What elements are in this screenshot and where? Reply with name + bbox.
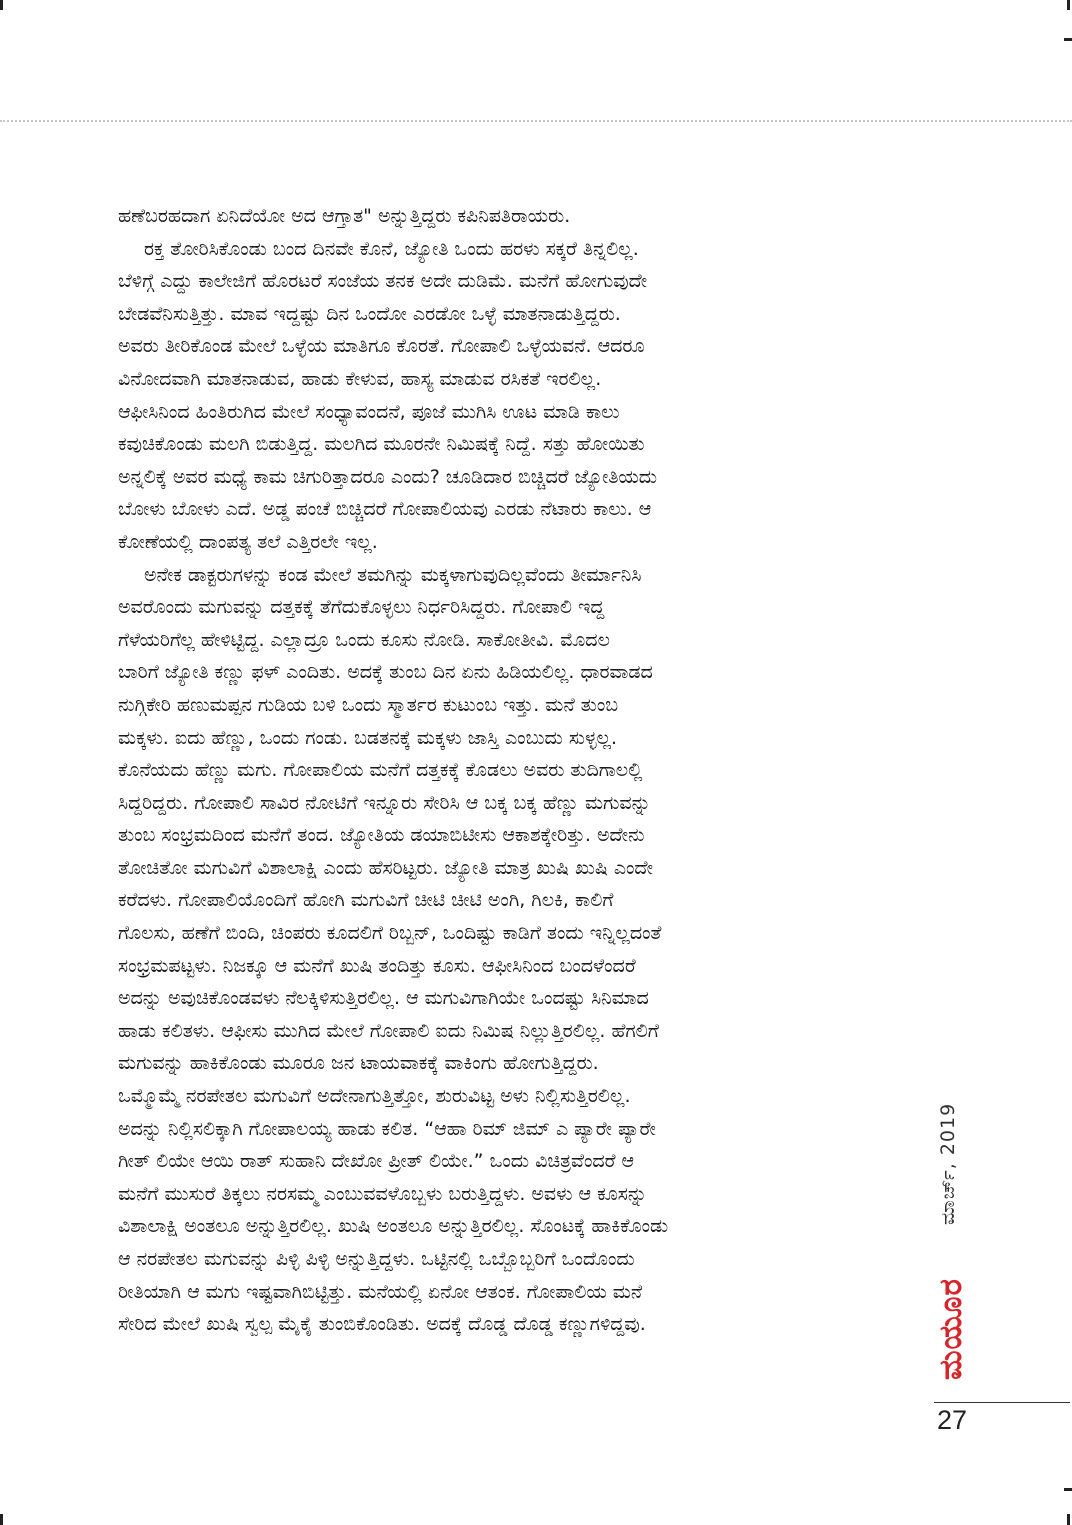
text-line: ಬೆಳಿಗ್ಗೆ ಎದ್ದು ಕಾಲೇಜಿಗೆ ಹೊರಟರೆ ಸಂಜೆಯ ತನಕ ಅದೇ ದುಡಿಮೆ. ಮನೆಗೆ ಹೋಗುವುದೇ: [118, 270, 648, 293]
text-line: ಗೆಳೆಯರಿಗೆಲ್ಲ ಹೇಳಿಟ್ಟಿದ್ದ. ಎಲ್ಲಾದ್ರೂ ಒಂದು ಕೂಸು ನೋಡಿ. ಸಾಕೋತೀವಿ. ಮೊದಲ: [118, 628, 610, 651]
text-line: ಸೇರಿದ ಮೇಲೆ ಖುಷಿ ಸ್ವಲ್ಪ ಮೈಕೈ ತುಂಬಿಕೊಂಡಿತು. ಅದಕ್ಕೆ ದೊಡ್ಡ ದೊಡ್ಡ ಕಣ್ಣುಗಳಿದ್ದವು.: [118, 1313, 646, 1336]
crop-mark-bottom-left: [0, 1514, 3, 1525]
text-line: ಬಾರಿಗೆ ಜ್ಯೋತಿ ಕಣ್ಣು ಫಳ್ ಎಂದಿತು. ಅದಕ್ಕೆ ತುಂಬ ದಿನ ಏನು ಹಿಡಿಯಲಿಲ್ಲ. ಧಾರವಾಡದ: [118, 661, 653, 684]
text-line: ಆಫೀಸಿನಿಂದ ಹಿಂತಿರುಗಿದ ಮೇಲೆ ಸಂಧ್ಯಾವಂದನೆ, ಪೂಜೆ ಮುಗಿಸಿ ಊಟ ಮಾಡಿ ಕಾಲು: [118, 400, 620, 423]
crop-mark-top-right-h: [1064, 38, 1072, 41]
text-line: ಕೋಣೆಯಲ್ಲಿ ದಾಂಪತ್ಯ ತಲೆ ಎತ್ತಿರಲೇ ಇಲ್ಲ.: [118, 530, 378, 553]
magazine-masthead-logo: ಮಯೂರ: [933, 1278, 969, 1380]
text-line: ಅದನ್ನು ಅವುಚಿಕೊಂಡವಳು ನೆಲಕ್ಕಿಳಿಸುತ್ತಿರಲಿಲ್ಲ. ಆ ಮಗುವಿಗಾಗಿಯೇ ಒಂದಷ್ಟು ಸಿನಿಮಾದ: [118, 987, 649, 1010]
text-line: ಅದನ್ನು ನಿಲ್ಲಿಸಲಿಕ್ಕಾಗಿ ಗೋಪಾಲಯ್ಯ ಹಾಡು ಕಲಿತ. “ಆಹಾ ರಿಮ್ ಜಿಮ್ ಎ ಪ್ಯಾರೇ ಪ್ಯಾರೇ: [118, 1117, 656, 1140]
issue-date: ಮಾರ್ಚ್, 2019: [937, 1102, 959, 1225]
text-line: ನುಗ್ಗಿಕೇರಿ ಹಣುಮಪ್ಪನ ಗುಡಿಯ ಬಳಿ ಒಂದು ಸ್ಮಾರ್ತರ ಕುಟುಂಬ ಇತ್ತು. ಮನೆ ತುಂಬ: [118, 693, 619, 716]
text-line: ತೋಚಿತೋ ಮಗುವಿಗೆ ವಿಶಾಲಾಕ್ಷಿ ಎಂದು ಹೆಸರಿಟ್ಟರು. ಜ್ಯೋತಿ ಮಾತ್ರ ಖುಷಿ ಖುಷಿ ಎಂದೇ: [118, 856, 653, 879]
text-line: ಅವರು ತೀರಿಕೊಂಡ ಮೇಲೆ ಒಳ್ಳೆಯ ಮಾತಿಗೂ ಕೊರತೆ. ಗೋಪಾಲಿ ಒಳ್ಳೆಯವನೆ. ಆದರೂ: [118, 335, 645, 358]
text-line: ವಿಶಾಲಾಕ್ಷಿ ಅಂತಲೂ ಅನ್ನುತ್ತಿರಲಿಲ್ಲ. ಖುಷಿ ಅಂತಲೂ ಅನ್ನುತ್ತಿರಲಿಲ್ಲ. ಸೊಂಟಕ್ಕೆ ಹಾಕಿಕೊಂಡು: [118, 1215, 669, 1238]
text-line: ತುಂಬ ಸಂಭ್ರಮದಿಂದ ಮನೆಗೆ ತಂದ. ಜ್ಯೋತಿಯ ಡಯಾಬಿಟೀಸು ಆಕಾಶಕ್ಕೇರಿತ್ತು. ಅದೇನು: [118, 824, 645, 847]
text-line: ಗೀತ್ ಲಿಯೇ ಆಯಿ ರಾತ್ ಸುಹಾನಿ ದೇಖೋ ಪ್ರೀತ್ ಲಿಯೇ.” ಒಂದು ವಿಚಿತ್ರವೆಂದರೆ ಆ: [118, 1150, 635, 1173]
text-line: ಒಮ್ಮೊಮ್ಮೆ ನರಪೇತಲ ಮಗುವಿಗೆ ಅದೇನಾಗುತ್ತಿತ್ತೋ, ಶುರುವಿಟ್ಟ ಅಳು ನಿಲ್ಲಿಸುತ್ತಿರಲಿಲ್ಲ.: [118, 1085, 631, 1108]
text-line: ರೀತಿಯಾಗಿ ಆ ಮಗು ಇಷ್ಟವಾಗಿಬಿಟ್ಟಿತ್ತು. ಮನೆಯಲ್ಲಿ ಏನೋ ಆತಂಕ. ಗೋಪಾಲಿಯ ಮನೆ: [118, 1280, 643, 1303]
text-line: ಸಂಭ್ರಮಪಟ್ಟಳು. ನಿಜಕ್ಕೂ ಆ ಮನೆಗೆ ಖುಷಿ ತಂದಿತ್ತು ಕೂಸು. ಆಫೀಸಿನಿಂದ ಬಂದಳೆಂದರೆ: [118, 954, 636, 977]
text-line: ಸಿದ್ದರಿದ್ದರು. ಗೋಪಾಲಿ ಸಾವಿರ ನೋಟಿಗೆ ಇನ್ನೂರು ಸೇರಿಸಿ ಆ ಬಕ್ಕ ಬಕ್ಕ ಹೆಣ್ಣು ಮಗುವನ್ನು: [118, 791, 651, 814]
text-line: ಅನ್ನಲಿಕ್ಕೆ ಅವರ ಮಧ್ಯೆ ಕಾಮ ಚಿಗುರಿತ್ತಾದರೂ ಎಂದು? ಚೂಡಿದಾರ ಬಿಚ್ಚಿದರೆ ಜ್ಯೋತಿಯದು: [118, 465, 658, 488]
text-line: ಮಗುವನ್ನು ಹಾಕಿಕೊಂಡು ಮೂರೂ ಜನ ಟಾಯವಾಕಕ್ಕೆ ವಾಕಿಂಗು ಹೋಗುತ್ತಿದ್ದರು.: [118, 1052, 599, 1075]
header-dotted-rule: [0, 120, 1072, 122]
text-line: ವಿನೋದವಾಗಿ ಮಾತನಾಡುವ, ಹಾಡು ಕೇಳುವ, ಹಾಸ್ಯ ಮಾಡುವ ರಸಿಕತೆ ಇರಲಿಲ್ಲ.: [118, 367, 602, 390]
folio-rule: [934, 1402, 1070, 1403]
text-line: ಆ ನರಪೇತಲ ಮಗುವನ್ನು ಪಿಳ್ಳಿ ಪಿಳ್ಳಿ ಅನ್ನುತ್ತಿದ್ದಳು. ಒಟ್ಟಿನಲ್ಲಿ ಒಬ್ಬೊಬ್ಬರಿಗೆ ಒಂದೊಂದು: [118, 1248, 635, 1270]
crop-mark-top-right: [1067, 0, 1070, 10]
text-line: ಅನೇಕ ಡಾಕ್ಟರುಗಳನ್ನು ಕಂಡ ಮೇಲೆ ತಮಗಿನ್ನು ಮಕ್ಕಳಾಗುವುದಿಲ್ಲವೆಂದು ತೀರ್ಮಾನಿಸಿ: [144, 563, 642, 586]
text-line: ಬೇಡವೆನಿಸುತ್ತಿತ್ತು. ಮಾವ ಇದ್ದಷ್ಟು ದಿನ ಒಂದೋ ಎರಡೋ ಒಳ್ಳೆ ಮಾತನಾಡುತ್ತಿದ್ದರು.: [118, 302, 621, 325]
text-line: ಹಣೆಬರಹದಾಗ ಏನಿದೆಯೋ ಅದ ಆಗ್ತಾತ" ಅನ್ನುತ್ತಿದ್ದರು ಕಪಿನಿಪತಿರಾಯರು.: [118, 205, 571, 227]
text-line: ಮಕ್ಕಳು. ಐದು ಹೆಣ್ಣು, ಒಂದು ಗಂಡು. ಬಡತನಕ್ಕೆ ಮಕ್ಕಳು ಜಾಸ್ತಿ ಎಂಬುದು ಸುಳ್ಳಲ್ಲ.: [118, 726, 618, 749]
text-line: ಕೊನೆಯದು ಹೆಣ್ಣು ಮಗು. ಗೋಪಾಲಿಯ ಮನೆಗೆ ದತ್ತಕಕ್ಕೆ ಕೊಡಲು ಅವರು ತುದಿಗಾಲಲ್ಲಿ: [118, 759, 643, 782]
page-number: 27: [937, 1405, 968, 1435]
text-line: ಹಾಡು ಕಲಿತಳು. ಆಫೀಸು ಮುಗಿದ ಮೇಲೆ ಗೋಪಾಲಿ ಐದು ನಿಮಿಷ ನಿಲ್ಲುತ್ತಿರಲಿಲ್ಲ. ಹೆಗಲಿಗೆ: [118, 1019, 659, 1042]
text-line: ಕವುಚಿಕೊಂಡು ಮಲಗಿ ಬಿಡುತ್ತಿದ್ದ. ಮಲಗಿದ ಮೂರನೇ ನಿಮಿಷಕ್ಕೆ ನಿದ್ದೆ. ಸತ್ತು ಹೋಯಿತು: [118, 433, 645, 456]
crop-mark-bottom-right: [1067, 1514, 1070, 1525]
paragraph: [118, 233, 868, 559]
paragraph: [118, 200, 868, 233]
paragraph: [118, 559, 868, 1341]
text-line: ಮನೆಗೆ ಮುಸುರೆ ತಿಕ್ಕಲು ನರಸಮ್ಮ ಎಂಬುವವಳೊಬ್ಬಳು ಬರುತ್ತಿದ್ದಳು. ಅವಳು ಆ ಕೂಸನ್ನು: [118, 1182, 648, 1205]
article-body: [118, 200, 868, 1341]
crop-mark-top-left: [0, 0, 3, 10]
text-line: ಗೊಲಸು, ಹಣೆಗೆ ಬಿಂದಿ, ಚಿಂಪರು ಕೂದಲಿಗೆ ರಿಬ್ಬನ್, ಒಂದಿಷ್ಟು ಕಾಡಿಗೆ ತಂದು ಇನ್ನಿಲ್ಲದಂತೆ: [118, 922, 662, 945]
text-line: ರಕ್ತ ತೋರಿಸಿಕೊಂಡು ಬಂದ ದಿನವೇ ಕೊನೆ, ಜ್ಯೋತಿ ಒಂದು ಹರಳು ಸಕ್ಕರೆ ತಿನ್ನಲಿಲ್ಲ.: [144, 237, 639, 260]
crop-mark-bottom-right-h: [1064, 1488, 1072, 1491]
text-line: ಅವರೊಂದು ಮಗುವನ್ನು ದತ್ತಕಕ್ಕೆ ತೆಗೆದುಕೊಳ್ಳಲು ನಿರ್ಧರಿಸಿದ್ದರು. ಗೋಪಾಲಿ ಇದ್ದ: [118, 596, 605, 619]
text-line: ಕರೆದಳು. ಗೋಪಾಲಿಯೊಂದಿಗೆ ಹೋಗಿ ಮಗುವಿಗೆ ಚೀಟಿ ಚೀಟಿ ಅಂಗಿ, ಗಿಲಕಿ, ಕಾಲಿಗೆ: [118, 889, 614, 912]
text-line: ಬೋಳು ಬೋಳು ಎದೆ. ಅಡ್ಡ ಪಂಚೆ ಬಿಚ್ಚಿದರೆ ಗೋಪಾಲಿಯವು ಎರಡು ನೆಟಾರು ಕಾಲು. ಆ: [118, 498, 652, 521]
